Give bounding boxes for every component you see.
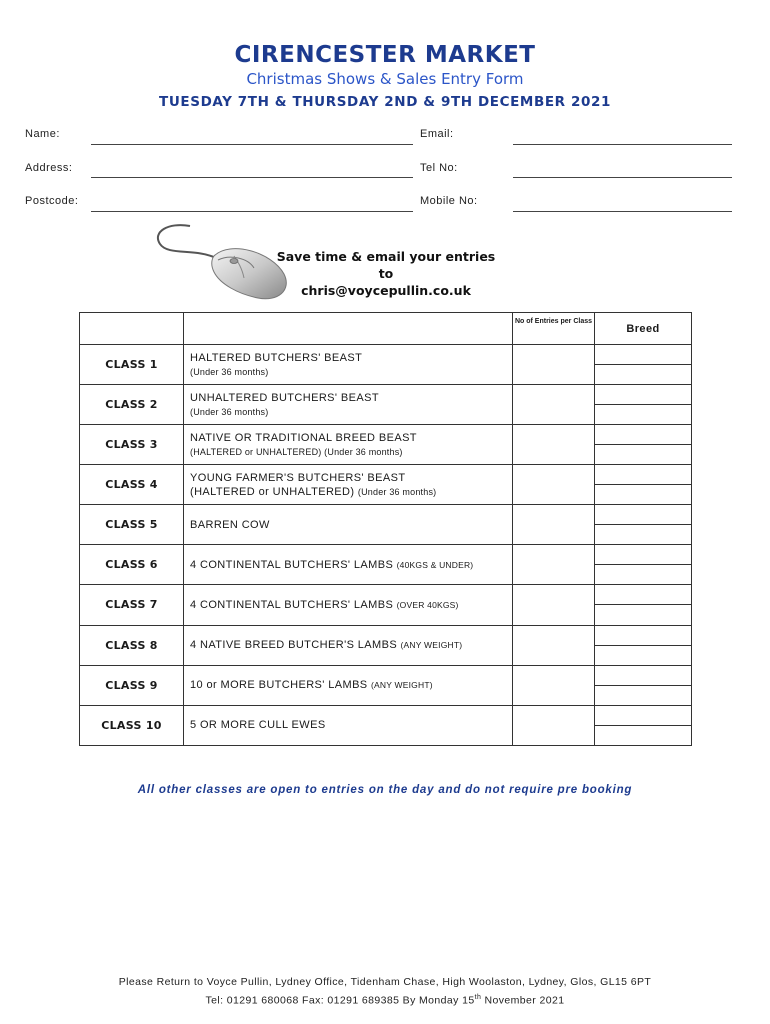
entries-cell[interactable]: [513, 425, 595, 465]
entries-cell[interactable]: [513, 625, 595, 665]
class-number: CLASS 1: [80, 345, 184, 385]
table-row: [80, 625, 692, 645]
breed-cell[interactable]: [595, 485, 692, 505]
class-description: [184, 705, 513, 745]
class-description: [184, 465, 513, 505]
breed-cell[interactable]: [595, 585, 692, 605]
class-description: [184, 665, 513, 705]
breed-cell[interactable]: [595, 665, 692, 685]
breed-cell[interactable]: [595, 645, 692, 665]
entries-cell[interactable]: [513, 465, 595, 505]
entry-table: [79, 312, 691, 746]
email-field[interactable]: [513, 144, 732, 145]
entries-cell[interactable]: [513, 665, 595, 705]
class-note: (ANY WEIGHT): [371, 680, 433, 691]
class-number: CLASS 2: [80, 385, 184, 425]
table-row: [80, 505, 692, 525]
class-description: [184, 425, 513, 465]
class-title: 4 CONTINENTAL BUTCHERS' LAMBS: [190, 558, 394, 571]
entries-cell[interactable]: [513, 585, 595, 625]
class-note: (ANY WEIGHT): [400, 640, 463, 651]
breed-cell[interactable]: [595, 565, 692, 585]
booking-note: All other classes are open to entries on the day and do not require pre booking: [137, 784, 633, 796]
breed-cell[interactable]: [595, 425, 692, 445]
class-note: (Under 36 months): [190, 366, 269, 377]
footer-address: Please Return to Voyce Pullin, Lydney Office, Tidenham Chase, High Woolaston, Lydney, Glos, GL15 6PT: [118, 976, 652, 988]
name-field[interactable]: [91, 144, 413, 145]
mobile-field[interactable]: [513, 211, 732, 212]
class-number: CLASS 8: [80, 625, 184, 665]
class-note: (OVER 40KGS): [396, 599, 459, 610]
event-dates: TUESDAY 7TH & THURSDAY 2ND & 9TH DECEMBER 2021: [159, 94, 611, 110]
entries-cell[interactable]: [513, 385, 595, 425]
class-title: 4 CONTINENTAL BUTCHERS' LAMBS: [190, 598, 394, 611]
postcode-label: Postcode:: [25, 195, 79, 207]
class-title: 4 NATIVE BREED BUTCHER'S LAMBS: [190, 639, 398, 652]
breed-cell[interactable]: [595, 685, 692, 705]
entries-cell[interactable]: [513, 505, 595, 545]
table-row: [80, 345, 692, 365]
breed-cell[interactable]: [595, 365, 692, 385]
breed-cell[interactable]: [595, 525, 692, 545]
class-number: CLASS 7: [80, 585, 184, 625]
breed-cell[interactable]: [595, 385, 692, 405]
table-row: [80, 465, 692, 485]
table-row: [80, 385, 692, 405]
class-title: 5 OR MORE CULL EWES: [190, 719, 326, 732]
breed-cell[interactable]: [595, 445, 692, 465]
promo-line: Save time & email your entries to: [276, 249, 496, 281]
class-description: [184, 585, 513, 625]
table-row: [80, 665, 692, 685]
email-label: Email:: [420, 128, 454, 140]
address-label: Address:: [25, 162, 73, 174]
class-number: CLASS 4: [80, 465, 184, 505]
address-field[interactable]: [91, 177, 413, 178]
mobile-label: Mobile No:: [420, 195, 478, 207]
class-title: HALTERED BUTCHERS' BEAST: [190, 351, 363, 364]
breed-column-header: Breed: [595, 313, 692, 345]
breed-cell[interactable]: [595, 505, 692, 525]
header-empty-cell: [184, 313, 513, 345]
page-title: CIRENCESTER MARKET: [234, 42, 536, 68]
class-description: [184, 385, 513, 425]
class-title: YOUNG FARMER'S BUTCHERS' BEAST: [190, 471, 406, 484]
table-row: [80, 585, 692, 605]
breed-cell[interactable]: [595, 465, 692, 485]
entries-cell[interactable]: [513, 545, 595, 585]
breed-cell[interactable]: [595, 705, 692, 725]
class-number: CLASS 9: [80, 665, 184, 705]
entries-column-header: No of Entries per Class: [513, 313, 595, 345]
class-subtitle: (HALTERED or UNHALTERED): [190, 485, 355, 498]
class-title: BARREN COW: [190, 518, 270, 531]
entries-cell[interactable]: [513, 705, 595, 745]
class-note: (40KGS & UNDER): [396, 559, 474, 570]
class-title: UNHALTERED BUTCHERS' BEAST: [190, 391, 379, 404]
class-number: CLASS 6: [80, 545, 184, 585]
class-description: [184, 625, 513, 665]
email-entries-promo: [268, 248, 504, 299]
class-qualifier: [190, 485, 512, 499]
footer-contact: [0, 990, 770, 1009]
postcode-field[interactable]: [91, 211, 413, 212]
breed-cell[interactable]: [595, 625, 692, 645]
breed-cell[interactable]: [595, 605, 692, 625]
class-note: (Under 36 months): [190, 406, 269, 417]
name-label: Name:: [25, 128, 60, 140]
entries-cell[interactable]: [513, 345, 595, 385]
tel-label: Tel No:: [420, 162, 458, 174]
breed-cell[interactable]: [595, 545, 692, 565]
class-title: 10 or MORE BUTCHERS' LAMBS: [190, 679, 368, 692]
footer-deadline-text: November 2021: [481, 994, 565, 1007]
class-number: CLASS 10: [80, 705, 184, 745]
class-description: [184, 345, 513, 385]
class-number: CLASS 5: [80, 505, 184, 545]
return-address-footer: [0, 974, 770, 1009]
table-row: [80, 545, 692, 565]
form-subtitle: Christmas Shows & Sales Entry Form: [246, 70, 524, 88]
class-note: (HALTERED or UNHALTERED) (Under 36 months): [190, 446, 403, 457]
table-header-row: [80, 313, 692, 345]
promo-email[interactable]: chris@voycepullin.co.uk: [301, 283, 471, 298]
class-note: (Under 36 months): [357, 486, 437, 497]
table-row: [80, 425, 692, 445]
class-title: NATIVE OR TRADITIONAL BREED BEAST: [190, 431, 417, 444]
breed-cell[interactable]: [595, 725, 692, 745]
breed-cell[interactable]: [595, 345, 692, 365]
class-description: [184, 545, 513, 585]
class-number: CLASS 3: [80, 425, 184, 465]
header-empty-cell: [80, 313, 184, 345]
class-description: [184, 505, 513, 545]
breed-cell[interactable]: [595, 405, 692, 425]
footer-contact-text: Tel: 01291 680068 Fax: 01291 689385 By Monday 15: [205, 994, 475, 1007]
footer-date-suffix: th: [474, 994, 482, 1001]
table-row: [80, 705, 692, 725]
tel-field[interactable]: [513, 177, 732, 178]
